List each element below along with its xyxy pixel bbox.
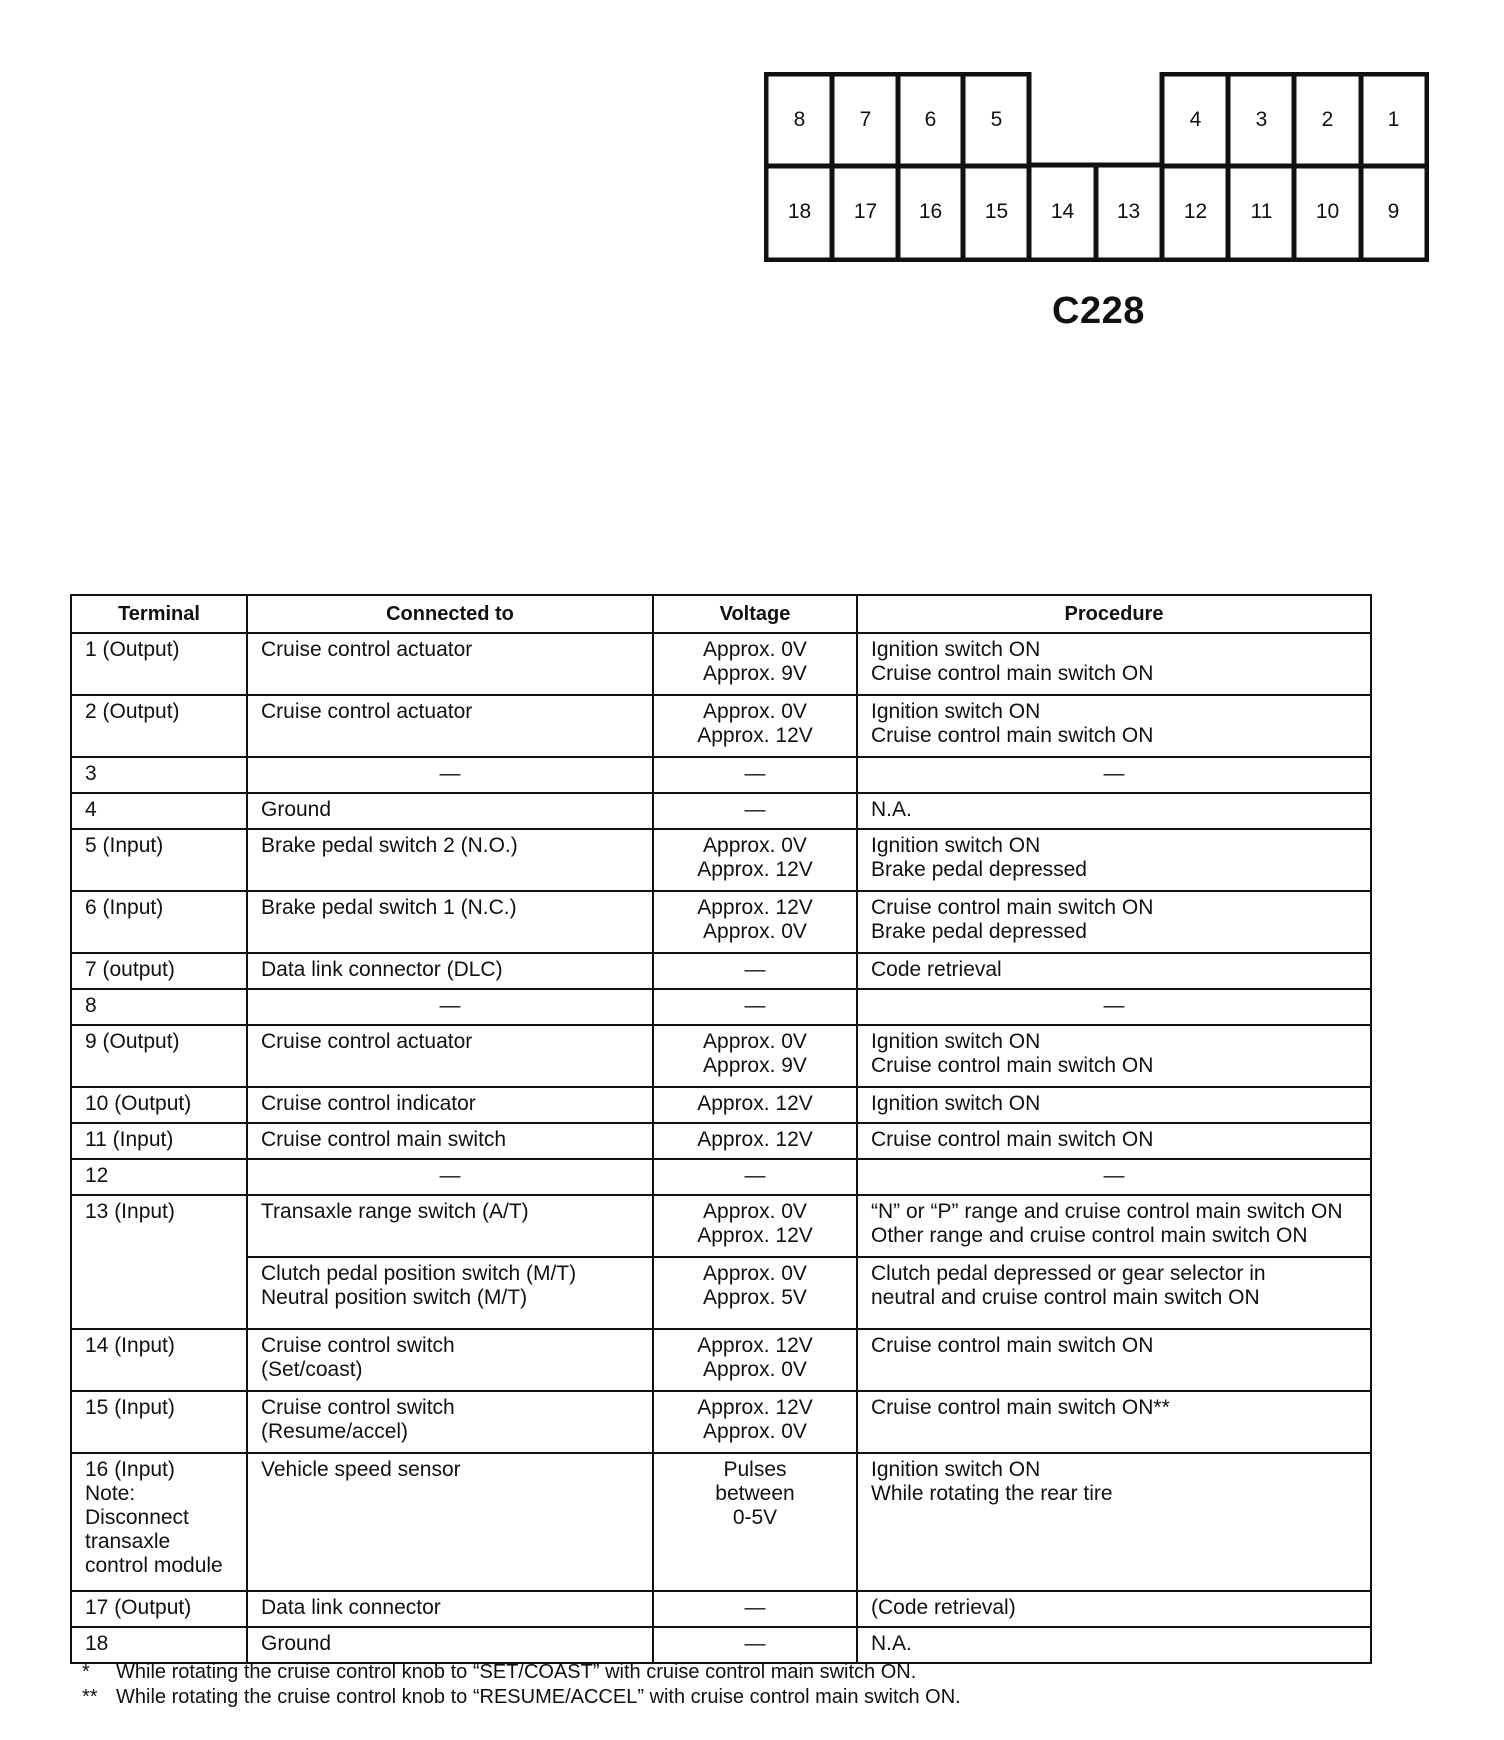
- voltage-cell: Approx. 0V Approx. 12V: [653, 695, 857, 757]
- voltage-cell: Approx. 12V Approx. 0V: [653, 1329, 857, 1391]
- pin-label: 18: [787, 200, 812, 223]
- voltage-cell: —: [653, 1627, 857, 1663]
- connected-to-cell: Cruise control actuator: [247, 695, 653, 757]
- connected-to-cell: Cruise control switch (Set/coast): [247, 1329, 653, 1391]
- connected-to-cell: Ground: [247, 793, 653, 829]
- procedure-cell: Ignition switch ON While rotating the rear tire: [857, 1453, 1371, 1591]
- voltage-cell: Approx. 0V Approx. 9V: [653, 633, 857, 695]
- voltage-cell: Approx. 12V Approx. 0V: [653, 1391, 857, 1453]
- terminal-cell: 16 (Input) Note: Disconnect transaxle control module: [71, 1453, 247, 1591]
- connected-to-cell: Cruise control main switch: [247, 1123, 653, 1159]
- terminal-cell: 9 (Output): [71, 1025, 247, 1087]
- footnote-text: While rotating the cruise control knob to “RESUME/ACCEL” with cruise control main switch ON.: [116, 1686, 961, 1708]
- terminal-cell: 8: [71, 989, 247, 1025]
- table-row: [71, 757, 1371, 793]
- procedure-cell: N.A.: [857, 793, 1371, 829]
- footnote-text: While rotating the cruise control knob to “SET/COAST” with cruise control main switch ON.: [116, 1661, 917, 1683]
- footnotes: [82, 1660, 961, 1710]
- connected-to-cell: Data link connector: [247, 1591, 653, 1627]
- connected-to-cell: —: [247, 1159, 653, 1195]
- pin-label: 6: [924, 108, 937, 131]
- terminal-cell: 7 (output): [71, 953, 247, 989]
- terminal-cell: 17 (Output): [71, 1591, 247, 1627]
- table-row: [71, 989, 1371, 1025]
- footnote-mark: **: [82, 1686, 98, 1708]
- footnote-mark: *: [82, 1661, 90, 1683]
- connected-to-cell: Transaxle range switch (A/T): [247, 1195, 653, 1257]
- pin-label: 13: [1116, 200, 1141, 223]
- table-row: [71, 891, 1371, 953]
- pin-label: 12: [1183, 200, 1208, 223]
- pin-label: 8: [793, 108, 806, 131]
- voltage-cell: —: [653, 1591, 857, 1627]
- header-procedure: Procedure: [857, 595, 1371, 633]
- header-voltage: Voltage: [653, 595, 857, 633]
- connected-to-cell: Brake pedal switch 2 (N.O.): [247, 829, 653, 891]
- procedure-cell: N.A.: [857, 1627, 1371, 1663]
- pin-label: 15: [984, 200, 1009, 223]
- procedure-cell: Ignition switch ON Cruise control main switch ON: [857, 695, 1371, 757]
- table-row: [71, 1257, 1371, 1329]
- table-header-row: [71, 595, 1371, 633]
- header-terminal: Terminal: [71, 595, 247, 633]
- table-row: [71, 1123, 1371, 1159]
- pin-label: 16: [918, 200, 943, 223]
- connector-title: C228: [1052, 290, 1145, 332]
- pin-label: 10: [1315, 200, 1340, 223]
- footnote: [82, 1685, 961, 1710]
- connected-to-cell: Clutch pedal position switch (M/T) Neutral position switch (M/T): [247, 1257, 653, 1329]
- terminal-cell: 11 (Input): [71, 1123, 247, 1159]
- voltage-cell: Approx. 0V Approx. 5V: [653, 1257, 857, 1329]
- connected-to-cell: Cruise control actuator: [247, 1025, 653, 1087]
- connected-to-cell: Brake pedal switch 1 (N.C.): [247, 891, 653, 953]
- connected-to-cell: Cruise control indicator: [247, 1087, 653, 1123]
- table-row: [71, 1453, 1371, 1591]
- voltage-cell: Approx. 0V Approx. 9V: [653, 1025, 857, 1087]
- procedure-cell: Cruise control main switch ON: [857, 1123, 1371, 1159]
- table-row: [71, 953, 1371, 989]
- connector-diagram: [764, 72, 1429, 262]
- voltage-cell: Approx. 12V Approx. 0V: [653, 891, 857, 953]
- table-row: [71, 1159, 1371, 1195]
- procedure-cell: Clutch pedal depressed or gear selector in neutral and cruise control main switch ON: [857, 1257, 1371, 1329]
- procedure-cell: —: [857, 989, 1371, 1025]
- table-row: [71, 1329, 1371, 1391]
- terminal-cell: 18: [71, 1627, 247, 1663]
- pinout-table: [70, 594, 1372, 1664]
- table-row: [71, 793, 1371, 829]
- connected-to-cell: Cruise control switch (Resume/accel): [247, 1391, 653, 1453]
- procedure-cell: —: [857, 1159, 1371, 1195]
- connected-to-cell: —: [247, 757, 653, 793]
- voltage-cell: —: [653, 793, 857, 829]
- table-row: [71, 829, 1371, 891]
- table-row: [71, 1627, 1371, 1663]
- table-row: [71, 633, 1371, 695]
- voltage-cell: —: [653, 1159, 857, 1195]
- procedure-cell: “N” or “P” range and cruise control main switch ON Other range and cruise control main switch ON: [857, 1195, 1371, 1257]
- table-row: [71, 1025, 1371, 1087]
- table-row: [71, 1087, 1371, 1123]
- terminal-cell: 6 (Input): [71, 891, 247, 953]
- voltage-cell: Approx. 0V Approx. 12V: [653, 829, 857, 891]
- procedure-cell: Ignition switch ON: [857, 1087, 1371, 1123]
- voltage-cell: Approx. 0V Approx. 12V: [653, 1195, 857, 1257]
- connected-to-cell: Ground: [247, 1627, 653, 1663]
- procedure-cell: Code retrieval: [857, 953, 1371, 989]
- voltage-cell: —: [653, 757, 857, 793]
- voltage-cell: Pulses between 0-5V: [653, 1453, 857, 1591]
- pin-label: 11: [1250, 200, 1273, 223]
- procedure-cell: Ignition switch ON Cruise control main switch ON: [857, 1025, 1371, 1087]
- terminal-cell: 10 (Output): [71, 1087, 247, 1123]
- procedure-cell: Cruise control main switch ON Brake pedal depressed: [857, 891, 1371, 953]
- footnote: [82, 1660, 961, 1685]
- voltage-cell: —: [653, 953, 857, 989]
- pin-label: 4: [1189, 108, 1202, 131]
- connected-to-cell: Cruise control actuator: [247, 633, 653, 695]
- terminal-cell: 15 (Input): [71, 1391, 247, 1453]
- pin-label: 5: [990, 108, 1003, 131]
- table-row: [71, 1195, 1371, 1257]
- header-connected-to: Connected to: [247, 595, 653, 633]
- table-row: [71, 1591, 1371, 1627]
- procedure-cell: Cruise control main switch ON: [857, 1329, 1371, 1391]
- procedure-cell: —: [857, 757, 1371, 793]
- voltage-cell: Approx. 12V: [653, 1123, 857, 1159]
- pin-label: 14: [1050, 200, 1075, 223]
- procedure-cell: Cruise control main switch ON**: [857, 1391, 1371, 1453]
- table-row: [71, 1391, 1371, 1453]
- procedure-cell: Ignition switch ON Cruise control main switch ON: [857, 633, 1371, 695]
- pin-label: 2: [1321, 108, 1334, 131]
- terminal-cell: 2 (Output): [71, 695, 247, 757]
- pin-label: 9: [1387, 200, 1400, 223]
- voltage-cell: Approx. 12V: [653, 1087, 857, 1123]
- terminal-cell: 5 (Input): [71, 829, 247, 891]
- procedure-cell: Ignition switch ON Brake pedal depressed: [857, 829, 1371, 891]
- voltage-cell: —: [653, 989, 857, 1025]
- connected-to-cell: —: [247, 989, 653, 1025]
- terminal-cell: 1 (Output): [71, 633, 247, 695]
- pin-label: 3: [1255, 108, 1268, 131]
- pin-label: 7: [859, 108, 872, 131]
- connected-to-cell: Data link connector (DLC): [247, 953, 653, 989]
- terminal-cell: 13 (Input): [71, 1195, 247, 1329]
- table-row: [71, 695, 1371, 757]
- terminal-cell: 4: [71, 793, 247, 829]
- connected-to-cell: Vehicle speed sensor: [247, 1453, 653, 1591]
- terminal-cell: 3: [71, 757, 247, 793]
- terminal-cell: 12: [71, 1159, 247, 1195]
- terminal-cell: 14 (Input): [71, 1329, 247, 1391]
- pin-label: 1: [1387, 108, 1400, 131]
- pin-label: 17: [853, 200, 878, 223]
- procedure-cell: (Code retrieval): [857, 1591, 1371, 1627]
